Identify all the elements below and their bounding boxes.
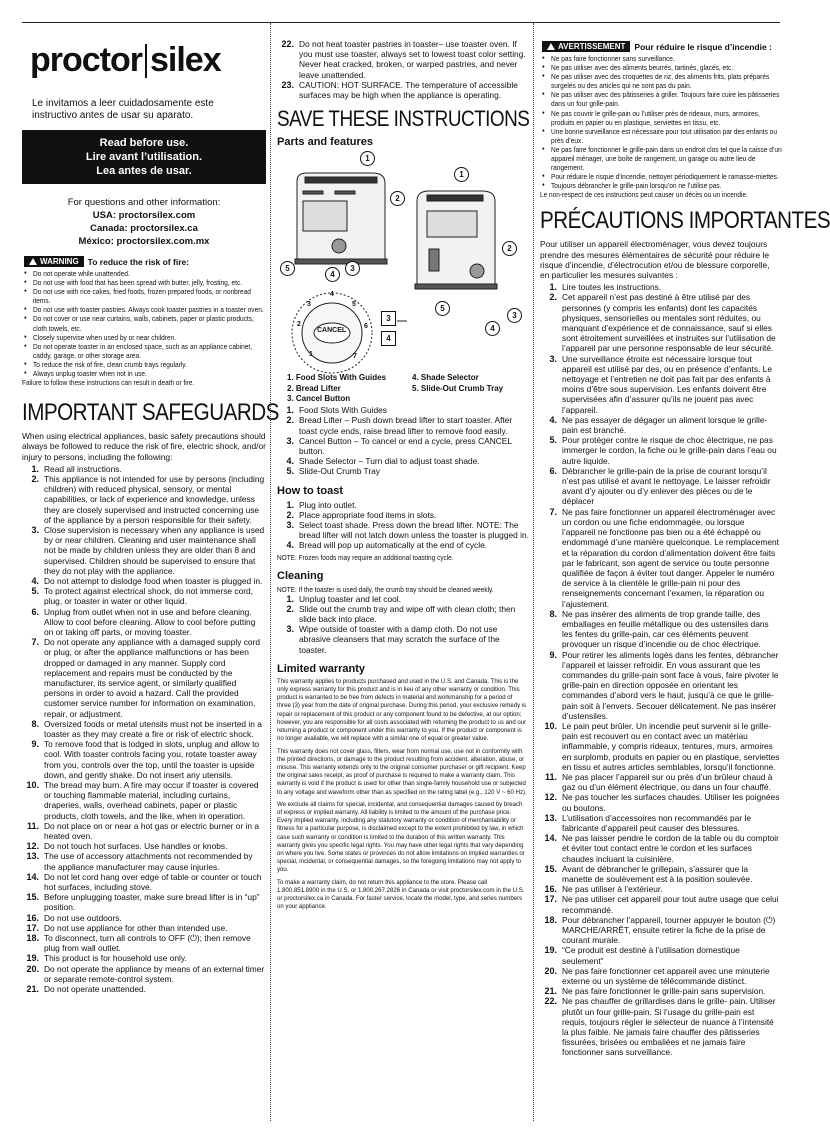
item-text: Place appropriate food items in slots. (299, 509, 437, 520)
bullet-item: ● Une bonne surveillance est nécessaire pour tout utilisation par des enfants ou près d’eux. (542, 127, 782, 145)
warranty-body (277, 678, 527, 911)
item-number: 18. (26, 933, 39, 944)
item-text: L’utilisation d’accessoires non recommandés par le fabricante d’appareil peut causer des blessures. (562, 812, 752, 833)
contact-heading: For questions and other information: (67, 197, 221, 208)
numbered-item (540, 792, 780, 812)
numbered-item (22, 739, 266, 780)
numbered-item (22, 933, 266, 953)
item-number: 13. (26, 851, 39, 862)
item-text: Read all instructions. (44, 463, 122, 474)
numbered-item (22, 474, 266, 525)
item-text: Ne pas utiliser cet appareil pour tout autre usage que celui recommandé. (562, 894, 779, 915)
numbered-item (540, 609, 780, 650)
item-number: 7. (31, 637, 39, 648)
warning-title: To reduce the risk of fire: (87, 256, 190, 267)
item-text: Unplug toaster and let cool. (299, 593, 401, 604)
item-number: 3. (549, 353, 557, 364)
numbered-item (277, 520, 529, 540)
bullet-item: ● Do not use with food that has been spread with butter, jelly, frosting, etc. (24, 278, 268, 287)
item-text: Cet appareil n’est pas destiné à être utilisé par des personnes (y compris les enfants) dont les capacités physiques, sensorielles ou mentales sont réduites, ou manquant d’expérience et de connaissance, sauf si elles sont étroitement surveillées et instruites sur l’utilisation de l’appareil par une personne responsable de leur sécurité. (562, 292, 776, 354)
item-number: 16. (544, 884, 557, 895)
item-text: Before unplugging toaster, make sure bread lifter is in “up” position. (44, 892, 260, 913)
brand-left: proctor (30, 41, 142, 79)
read-before-es: Lea antes de usar. (96, 165, 192, 177)
item-text: Ne pas toucher les surfaces chaudes. Utiliser les poignées ou boutons. (562, 792, 780, 813)
numbered-item (277, 510, 529, 520)
item-number: 3. (31, 524, 39, 535)
bullet-item: ● Ne pas utiliser avec des aliments beurrés, tartinés, glacés, etc. (542, 63, 782, 72)
item-text: Do not operate unattended. (44, 984, 146, 995)
part-1: 1. Food Slots With Guides (287, 373, 387, 383)
item-text: Do not attempt to dislodge food when toaster is plugged in. (44, 575, 263, 586)
numbered-item (540, 772, 780, 792)
item-text: Avant de débrancher le grillepain, s’assurer que la manette de soulèvement est à la position soulevée. (562, 863, 753, 884)
item-text: The use of accessory attachments not recommended by the appliance manufacturer may cause injuries. (44, 851, 253, 872)
item-number: 3. (286, 624, 294, 635)
item-number: 4. (286, 456, 294, 467)
read-before-banner (22, 130, 266, 184)
item-number: 13. (544, 812, 557, 823)
numbered-item (22, 586, 266, 606)
item-number: 5. (549, 435, 557, 446)
numbered-item (22, 923, 266, 933)
item-number: 3. (286, 435, 294, 446)
numbered-item (277, 594, 529, 604)
warning-footer: Failure to follow these instructions can result in death or fire. (22, 378, 195, 388)
numbered-item (22, 576, 266, 586)
item-number: 2. (286, 603, 294, 614)
cleaning-list (277, 594, 529, 655)
numbered-item (540, 354, 780, 415)
item-number: 10. (544, 720, 557, 731)
numbered-item (22, 525, 266, 576)
item-number: 11. (26, 820, 39, 831)
column-divider (270, 23, 271, 1121)
brand-logo (30, 41, 266, 80)
avertissement-list (540, 54, 780, 190)
precautions-list (540, 282, 780, 1057)
item-number: 8. (549, 608, 557, 619)
item-number: 8. (31, 718, 39, 729)
item-text: Shade Selector – Turn dial to adjust toast shade. (299, 456, 480, 467)
column-divider (533, 23, 534, 1121)
bullet-item: ● Ne pas utiliser avec des pâtisseries à griller. Toujours faire cuire les pâtisseries dans un four grille-pain. (542, 90, 782, 108)
callout-3: 3 (345, 261, 360, 276)
item-text: Pour débrancher l’appareil, tourner appuyer le bouton (⏻) MARCHE/ARRÊT, ensuite retirer la fiche de la prise de courant murale. (562, 914, 776, 946)
item-text: Ne pas laisser pendre le cordon de la table ou du comptoir et éviter tout contact entre le cordon et les surfaces chaudes incluant la cuisinière. (562, 833, 779, 864)
warranty-paragraph: This warranty does not cover glass, filters, wear from normal use, use not in conformity with the printed directions, or damage to the product resulting from accident, alteration, abuse, or misuse. This warranty extends only to the original consumer purchaser or gift recipient. Keep the original sales receipt, as proof of purchase is required to make a warranty claim. This warranty is void if the product is used for other than single-family household use or subjected to any voltage and waveform other than as specified on the rating label (e.g., 120 V ~ 60 Hz). (277, 747, 527, 796)
item-number: 4. (549, 414, 557, 425)
parts-list-right (412, 373, 529, 394)
item-number: 15. (26, 892, 39, 903)
bullet-item: ● Toujours débrancher le grille-pain lorsqu’on ne l’utilise pas. (542, 181, 782, 190)
bullet-item: ● Ne pas faire fonctionner sans surveillance. (542, 54, 782, 63)
numbered-item (277, 624, 529, 655)
numbered-item (540, 721, 780, 772)
numbered-item (540, 435, 780, 466)
numbered-item (277, 415, 529, 435)
column-2 (277, 23, 529, 1121)
instruction-sheet (22, 22, 830, 1121)
item-text: Bread Lifter – Push down bread lifter to start toaster. After toast cycle ends, raise bread lifter to remove food easily. (299, 415, 513, 436)
item-number: 12. (544, 792, 557, 803)
item-text: Do not touch hot surfaces. Use handles or knobs. (44, 841, 228, 852)
item-number: 12. (26, 841, 39, 852)
warning-triangle-icon (29, 258, 37, 265)
intro-text: Le invitamos a leer cuidadosamente este instructivo antes de usar su aparato. (32, 98, 214, 121)
numbered-item (277, 405, 529, 415)
parts-list-left (287, 373, 407, 405)
numbered-item (22, 637, 266, 719)
item-text: Bread will pop up automatically at the end of cycle. (299, 540, 488, 551)
item-text: Ne pas essayer de dégager un aliment lorsque le grille-pain est branché. (562, 414, 768, 436)
numbered-item (540, 996, 780, 1057)
item-number: 22. (544, 996, 557, 1007)
avertissement-title: Pour réduire le risque d’incendie : (634, 41, 772, 52)
item-number: 21. (544, 986, 557, 997)
numbered-item (22, 892, 266, 912)
bullet-item: ● Pour réduire le risque d’incendie, nettoyer périodiquement le ramasse-miettes. (542, 172, 782, 181)
item-number: 14. (544, 833, 557, 844)
part-2: 2. Bread Lifter (287, 383, 341, 393)
warranty-title: Limited warranty (277, 662, 366, 675)
item-text: Ne pas faire fonctionner cet appareil avec une minuterie externe ou un système de télécommande distinct. (562, 965, 770, 987)
item-number: 10. (26, 780, 39, 791)
numbered-item (540, 915, 780, 946)
item-number: 23. (281, 79, 294, 90)
bullet-item: ● Do not use with toaster pastries. Always cook toaster pastries in a toaster oven. (24, 305, 268, 314)
item-number: 3. (286, 520, 294, 531)
item-number: 16. (26, 912, 39, 923)
numbered-item (540, 986, 780, 996)
item-text: Slide-Out Crumb Tray (299, 466, 380, 477)
dial-4: 4 (330, 291, 334, 299)
item-number: 1. (286, 405, 294, 416)
item-text: Do not operate the appliance by means of an external timer or separate remote-control system. (44, 963, 265, 984)
item-number: 4. (31, 575, 39, 586)
bullet-item: ● Do not operate while unattended. (24, 269, 268, 278)
callout-3b: 3 (507, 308, 522, 323)
item-text: Do not use outdoors. (44, 912, 122, 923)
side-label-3: 3 (381, 311, 396, 326)
read-before-en: Read before use. (99, 137, 189, 149)
parts-diagram (277, 151, 529, 404)
avertissement-heading (542, 41, 780, 52)
numbered-item (540, 292, 780, 353)
numbered-item (22, 964, 266, 984)
numbered-item (22, 821, 266, 841)
item-number: 15. (544, 863, 557, 874)
item-number: 7. (549, 506, 557, 517)
item-text: Ne pas placer l’appareil sur ou près d’un brûleur chaud à gaz ou d’un élément électrique, ou dans un four chauffé. (562, 771, 773, 793)
numbered-item (277, 500, 529, 510)
dial-5: 5 (352, 301, 356, 309)
numbered-item (540, 415, 780, 435)
numbered-item (540, 966, 780, 986)
dial-6: 6 (364, 323, 368, 331)
how-to-toast-list (277, 500, 529, 551)
numbered-item (22, 953, 266, 963)
item-text: Ne pas utiliser à l’extérieur. (562, 884, 663, 895)
numbered-item (22, 719, 266, 739)
warranty-paragraph: To make a warranty claim, do not return this appliance to the store. Please call 1.800.851.8900 in the U.S. or 1.800.267.2826 in Canada or visit proctorsilex.com in the U.S. or proctorsilex.ca in Canada. For faster service, locate the model, type, and series numbers on your appliance. (277, 878, 525, 911)
numbered-item (277, 80, 529, 100)
item-number: 21. (26, 984, 39, 995)
cleaning-note: NOTE: If the toaster is used daily, the crumb tray should be cleaned weekly. (277, 584, 494, 594)
contact-canada: Canada: proctorsilex.ca (90, 223, 198, 234)
item-text: To remove food that is lodged in slots, unplug and allow to cool. With toaster controls facing you, rotate toaster away from you, controls over the top, until the toaster is upside down, and gently shake. Do not insert any utensils. (44, 739, 260, 780)
cancel-label: CANCEL (317, 327, 347, 335)
numbered-item (277, 456, 529, 466)
item-number: 1. (286, 499, 294, 510)
item-text: Close supervision is necessary when any appliance is used by or near children. Cleaning and user maintenance shall not be made by children unless they are older than 8 and supervised. Children should be supervised to ensure that they do not play with the appliance. (44, 524, 265, 576)
item-number: 14. (26, 871, 39, 882)
item-number: 5. (286, 466, 294, 477)
dial-3: 3 (307, 301, 311, 309)
warning-list (22, 269, 266, 378)
item-text: Plug into outlet. (299, 499, 357, 510)
item-text: To disconnect, turn all controls to OFF (⏻); then remove plug from wall outlet. (44, 933, 251, 954)
item-text: Ne pas insérer des aliments de trop grande taille, des emballages en feuille métallique ou des ustensiles dans les fentes du grille-pain, car ces éléments peuvent provoquer un risque d’incendie ou de choc électrique. (562, 608, 769, 650)
numbered-item (540, 507, 780, 609)
dial-2: 2 (297, 321, 301, 329)
item-text: Lire toutes les instructions. (562, 282, 662, 293)
item-number: 9. (31, 739, 39, 750)
bullet-item: ● Always unplug toaster when not in use. (24, 369, 268, 378)
numbered-item (540, 884, 780, 894)
how-note: NOTE: Frozen foods may require an additional toasting cycle. (277, 552, 454, 562)
item-number: 1. (286, 593, 294, 604)
safeguards-intro: When using electrical appliances, basic safety precautions should always be followed to reduce the risk of fire, electric shock, and/or injury to persons, including the following: (22, 431, 266, 462)
item-text: Le pain peut brûler. Un incendie peut survenir si le grille-pain est recouvert ou en contact avec un matériau inflammable, y compris rideaux, tentures, murs, armoires en surplomb, produits en papier ou en plastique, serviettes en tissu et autres articles semblables, lorsqu’il fonctionne. (562, 720, 780, 772)
two-slice-toaster (415, 191, 497, 289)
item-number: 11. (544, 771, 557, 782)
callout-4b: 4 (485, 321, 500, 336)
avertissement-badge: AVERTISSEMENT (542, 41, 630, 52)
item-number: 18. (544, 914, 557, 925)
numbered-item (540, 833, 780, 864)
item-number: 17. (26, 922, 39, 933)
item-text: Unplug from outlet when not in use and before cleaning. Allow to cool before cleaning. Allow to cool before putting on or taking off parts, or moving toaster. (44, 606, 256, 637)
item-text: Cancel Button – To cancel or end a cycle, press CANCEL button. (299, 435, 512, 457)
numbered-item (277, 604, 529, 624)
numbered-item (22, 841, 266, 851)
numbered-item (22, 780, 266, 821)
numbered-item (540, 945, 780, 965)
numbered-item (22, 607, 266, 638)
callout-1b: 1 (454, 167, 469, 182)
item-text: Pour retirer les aliments logés dans les fentes, débrancher l’appareil et laisser refroidir. En vous assurant que les commandes du grille-pain sont face à vous, faire pivoter le grille-pain en direction opposée en orientant les commandes d’abord vers le haut, jusqu’à ce que le grille-pain soit à l’envers. Secouer délicatement. Ne pas insérer d’ustensiles. (562, 649, 779, 721)
bullet-item: ● Closely supervise when used by or near children. (24, 333, 268, 342)
part-3: 3. Cancel Button (287, 394, 351, 404)
item-number: 17. (544, 894, 557, 905)
callout-2: 2 (390, 191, 405, 206)
item-number: 19. (544, 945, 557, 956)
item-text: Food Slots With Guides (299, 405, 387, 416)
item-number: 9. (549, 649, 557, 660)
item-text: Do not place on or near a hot gas or electric burner or in a heated oven. (44, 820, 260, 842)
numbered-item (22, 872, 266, 892)
bullet-item: ● Ne pas faire fonctionner le grille-pain dans un endroit clos tel que la caisse d’un appareil ménager, une boîte de rangement, un garage ou autre lieu de rangement. (542, 145, 782, 172)
numbered-item (277, 466, 529, 476)
item-text: The bread may burn. A fire may occur if toaster is covered or touching flammable material, including curtains, draperies, walls, overhead cabinets, paper or plastic products, cloth towels, and the like, when in operation. (44, 780, 259, 821)
item-text: Une surveillance étroite est nécessaire lorsque tout appareil est utilisé par des, ou en présence d’enfants. Le nettoyage et l’entretien ne doit pas fait par des enfants à moins d’être sous supervision. Les enfants doivent être supervisées afin d’assurer qu’ils ne jouent pas avec l’appareil. (562, 353, 772, 415)
item-number: 2. (286, 415, 294, 426)
bullet-item: ● Ne pas couvrir le grille-pain ou l’utiliser près de rideaux, murs, armoires, produits en papier ou en plastique, serviettes en tissu, etc. (542, 109, 782, 127)
numbered-item (277, 540, 529, 550)
parts-details-list (277, 405, 529, 476)
numbered-item (540, 813, 780, 833)
numbered-item (22, 913, 266, 923)
contact-info (22, 196, 266, 248)
item-number: 2. (286, 509, 294, 520)
parts-title: Parts and features (277, 136, 373, 149)
warning-triangle-icon (547, 43, 555, 50)
item-text: Oversized foods or metal utensils must not be inserted in a toaster as they may create a fire or risk of electric shock. (44, 718, 262, 740)
bullet-item: ● Ne pas utiliser avec des croquettes de riz, des aliments frits, plats préparés surgelés ou des articles qui ne sont pas du pain. (542, 72, 782, 90)
item-text: CAUTION: HOT SURFACE. The temperature of accessible surfaces may be high when the appliance is operating. (299, 79, 518, 101)
item-text: This product is for household use only. (44, 953, 187, 964)
item-text: Ne pas faire fonctionner le grille-pain sans supervision. (562, 986, 766, 997)
bullet-item: ● Do not cover or use near curtains, walls, cabinets, paper or plastic products, cloth towels, etc. (24, 314, 268, 332)
item-number: 2. (549, 292, 557, 303)
item-number: 20. (544, 965, 557, 976)
save-instructions-title: SAVE THESE INSTRUCTIONS (277, 106, 530, 132)
numbered-item (22, 984, 266, 994)
warranty-paragraph: This warranty applies to products purchased and used in the U.S. and Canada. This is the only express warranty for this product and is in lieu of any other warranty or condition. This product is warranted to be free from defects in material and workmanship for a period of three (3) year from the date of original purchase. During this period, your exclusive remedy is repair or replacement of this product or any component found to be defective, at our option; however, you are responsible for all costs associated with returning the product to us and our returning a product or component under this warranty to you. If the product or component is no longer available, we will replace with a similar one of equal or greater value. (277, 677, 527, 743)
item-number: 4. (286, 540, 294, 551)
numbered-item (540, 894, 780, 914)
warning-heading (24, 256, 266, 267)
part-5: 5. Slide-Out Crumb Tray (412, 383, 504, 393)
contact-mexico: México: proctorsilex.com.mx (78, 236, 210, 247)
precautions-intro: Pour utiliser un appareil électroménager, vous devez toujours prendre des mesures élémentaires de sécurité pour réduire le risque d’incendie, d’électrocution et/ou de blessure corporelle, en particulier les mesures suivantes : (540, 239, 770, 281)
how-to-toast-title: How to toast (277, 484, 343, 497)
item-number: 5. (31, 586, 39, 597)
read-before-fr: Lire avant l’utilisation. (85, 151, 203, 163)
safeguards-title: IMPORTANT SAFEGUARDS (22, 399, 279, 427)
cleaning-title: Cleaning (277, 569, 324, 582)
side-label-4: 4 (381, 331, 396, 346)
item-text: This appliance is not intended for use by persons (including children) with reduced physical, sensory, or mental capabilities, or lack of experience and knowledge, unless they are closely supervised and instructed concerning use of the appliance by a person responsible for their safety. (44, 473, 265, 525)
column-3 (540, 23, 830, 1121)
item-text: Slide out the crumb tray and wipe off with clean cloth; then slide back into place. (299, 603, 516, 625)
numbered-item (277, 39, 529, 80)
item-number: 19. (26, 953, 39, 964)
numbered-item (540, 864, 780, 884)
item-number: 1. (31, 463, 39, 474)
four-slice-toaster (295, 173, 387, 264)
dial-7: 7 (353, 353, 357, 361)
warning-badge: WARNING (24, 256, 84, 267)
numbered-item (22, 464, 266, 474)
callout-1: 1 (360, 151, 375, 166)
item-text: Do not operate any appliance with a damaged supply cord or plug, or after the appliance malfunctions or has been dropped or damaged in any manner. Supply cord replacement and repairs must be conducted by the manufacturer, its service agent, or similarly qualified persons in order to avoid a hazard. Call the provided customer service number for information on examination, repair, or adjustment. (44, 637, 261, 719)
callout-5: 5 (280, 261, 295, 276)
brand-right: silex (150, 41, 221, 79)
item-text: Do not let cord hang over edge of table or counter or touch hot surfaces, including stove. (44, 871, 262, 893)
item-number: 20. (26, 963, 39, 974)
toaster-illustration (277, 151, 529, 401)
item-text: Wipe outside of toaster with a damp cloth. Do not use abrasive cleansers that may scratch the surface of the toaster. (299, 624, 500, 655)
item-number: 1. (549, 282, 557, 293)
item-number: 6. (31, 606, 39, 617)
bullet-item: ● Do not operate toaster in an enclosed space, such as an appliance cabinet, caddy, garage, or other storage area. (24, 342, 268, 360)
callout-5b: 5 (435, 301, 450, 316)
numbered-item (540, 466, 780, 507)
item-text: Débrancher le grille-pain de la prise de courant lorsqu’il n’est pas utilisé et avant le nettoyage. Le laisser refroidir avant d’y ajouter ou d’y enlever des pièces ou de le déplacer (562, 465, 771, 507)
item-number: 2. (31, 473, 39, 484)
dial-1: 1 (309, 351, 313, 359)
warranty-paragraph: We exclude all claims for special, incidental, and consequential damages caused by breach of express or implied warranty. All liability is limited to the amount of the purchase price. Every implied warranty, including any statutory warranty or condition of merchantability or fitness for a particular purpose, is disclaimed except to the extent prohibited by law, in which case such warranty or condition is limited to the duration of this written warranty. This warranty gives you specific legal rights. You may have other legal rights that vary depending on where you live. Some states or provinces do not allow limitations on implied warranties or special, incidental, or consequential damages, so the foregoing limitations may not apply to you. (277, 800, 525, 874)
bullet-item: ● To reduce the risk of fire, clean crumb trays regularly. (24, 360, 268, 369)
item-text: Ne pas chauffer de grillardises dans le grille- pain. Utiliser plutôt un four grille-pain. Si l’usage du grille-pain est requis, toujours régler le sélecteur de nuance à l’intensité la plus faible. Ne jamais faire chauffer des pâtisseries fissurées, brisées ou embaliées et ne jamais faire fonctionner sans surveillance. (562, 996, 776, 1058)
item-text: To protect against electrical shock, do not immerse cord, plug, or toaster in water or other liquid. (44, 586, 254, 607)
numbered-item (540, 650, 780, 721)
item-text: Ne pas faire fonctionner un appareil électroménager avec un cordon ou une fiche endommagée, ou lorsque l’appareil ne fonctionne pas bien ou a été échappé ou endommagé d’une manière quelconque. Le remplacement et la réparation du cordon d’alimentation doivent être faits par le fabricant, son agent de service ou toute personne qualifiée de façon à éviter tout danger. Appeler le numéro de service à la clientèle le grille-pain ni pour des renseignements concernant l’examen, la réparation ou l’ajustement. (562, 506, 779, 609)
column-1 (22, 23, 279, 1121)
safeguards-continued-list (277, 39, 529, 100)
item-text: Select toast shade. Press down the bread lifter. NOTE: The bread lifter will not latch down unless the toaster is plugged in. (299, 520, 529, 541)
numbered-item (540, 282, 780, 292)
item-text: Do not use appliance for other than intended use. (44, 922, 228, 933)
callout-4: 4 (325, 267, 340, 282)
item-text: “Ce produit est destiné à l’utilisation domestique seulement” (562, 945, 740, 966)
item-number: 22. (281, 39, 294, 49)
part-4: 4. Shade Selector (412, 373, 479, 383)
precautions-title: PRÉCAUTIONS IMPORTANTES (540, 207, 830, 235)
item-text: Pour protéger contre le risque de choc électrique, ne pas immerger le cordon, la fiche ou le grille-pain dans l’eau ou autre liquide. (562, 435, 777, 466)
callout-2b: 2 (502, 241, 517, 256)
item-text: Do not heat toaster pastries in toaster– use toaster oven. If you must use toaster, always set to lowest toast color setting. Never heat cracked, broken, or warped pastries, and never leave unattended. (299, 39, 526, 80)
item-number: 6. (549, 465, 557, 476)
safeguards-list (22, 464, 266, 995)
avertissement-footer: Le non-respect de ces instructions peut causer un décès ou un incendie. (540, 190, 748, 200)
numbered-item (277, 436, 529, 456)
bullet-item: ● Do not use with rice cakes, fried foods, frozen prepared foods, or nonbread items. (24, 287, 268, 305)
numbered-item (22, 851, 266, 871)
contact-usa: USA: proctorsilex.com (92, 210, 196, 221)
